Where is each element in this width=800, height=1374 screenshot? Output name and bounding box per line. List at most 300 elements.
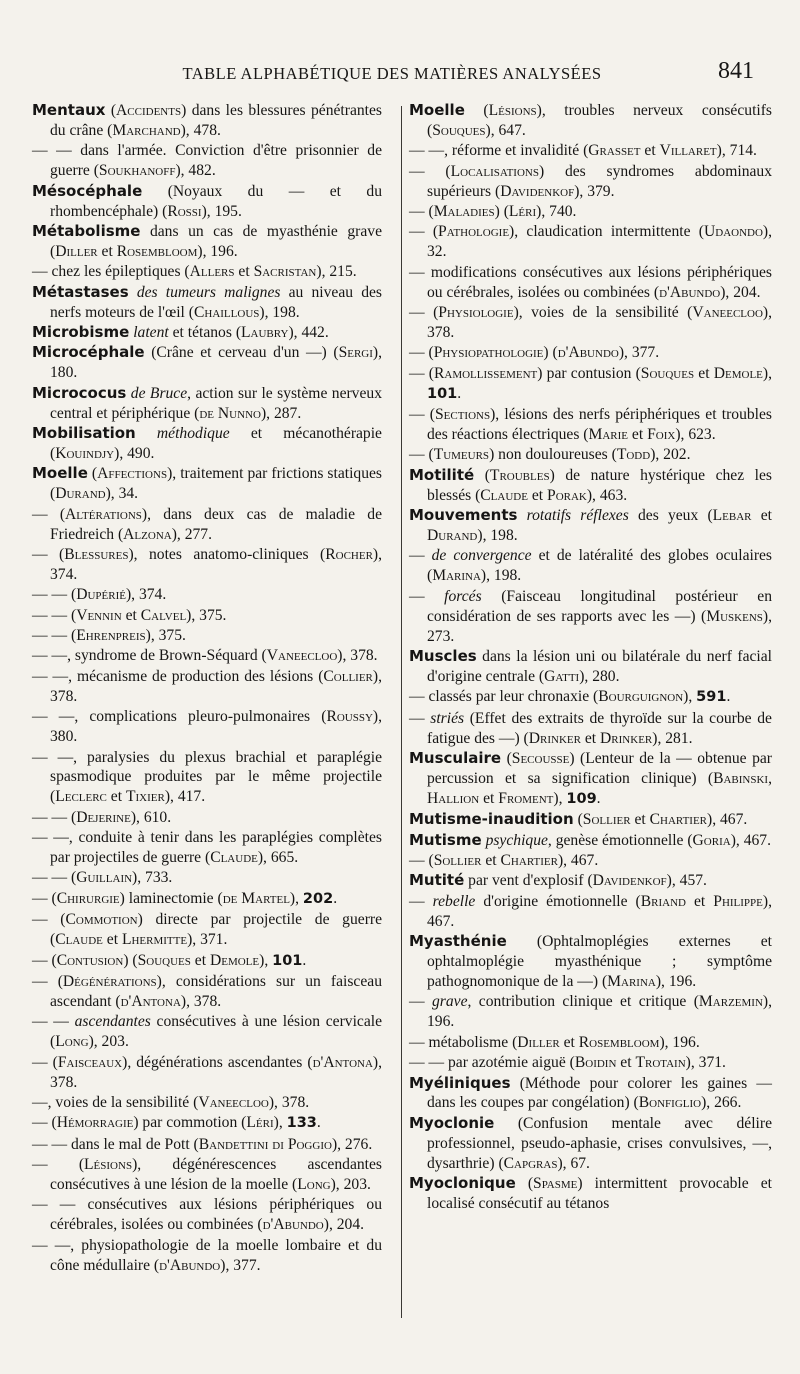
entry-text: ), 196. <box>197 242 238 260</box>
entry-headword: Myoclonique <box>409 1174 516 1193</box>
index-entry <box>32 626 382 646</box>
entry-text: ), 196. <box>427 993 772 1031</box>
entry-headword: Microcéphale <box>32 343 145 362</box>
index-entry <box>32 585 382 605</box>
entry-text: ), 32. <box>427 223 773 261</box>
index-entry <box>409 851 772 871</box>
author-or-subheading: Marchand <box>112 121 181 139</box>
author-or-subheading: Durand <box>55 485 106 503</box>
entry-text: — —, syndrome de Brown-Séquard ( <box>32 647 267 665</box>
entry-text: ), 457. <box>666 872 707 890</box>
author-or-subheading: Hallion <box>427 789 480 807</box>
bold-page-ref: 202 <box>302 890 334 907</box>
entry-text: ), 378. <box>50 667 382 705</box>
author-or-subheading: Lebar <box>712 507 752 525</box>
author-or-subheading: Spasme <box>533 1175 578 1193</box>
author-or-subheading: Altérations <box>65 505 142 523</box>
author-or-subheading: Chartier <box>649 811 708 829</box>
author-or-subheading: Marina <box>607 972 656 990</box>
entry-text: — — ( <box>32 627 77 645</box>
entry-text: et <box>616 1054 636 1072</box>
entry-text: et <box>190 951 210 969</box>
italic-text: psychique <box>485 831 548 849</box>
entry-text <box>136 425 157 442</box>
index-entry <box>409 810 772 830</box>
entry-text: — ( <box>32 1156 85 1174</box>
italic-text: de convergence <box>431 547 532 565</box>
index-entry <box>32 707 382 747</box>
entry-headword: Moelle <box>409 101 465 119</box>
entry-text: ), 281. <box>652 729 693 747</box>
author-or-subheading: Sacristan <box>253 263 317 281</box>
entry-text: — <box>409 547 432 565</box>
entry-text: — métabolisme ( <box>409 1033 518 1051</box>
author-or-subheading: Bonfiglio <box>638 1094 702 1112</box>
index-entry <box>409 202 772 222</box>
entry-text: ( <box>501 750 512 767</box>
entry-text: ( <box>474 466 490 484</box>
author-or-subheading: Collier <box>323 667 373 685</box>
index-entry <box>409 405 772 445</box>
author-or-subheading: Marie <box>588 426 629 443</box>
author-or-subheading: Ramollissement <box>433 364 538 382</box>
entry-text: ), 198. <box>480 567 522 585</box>
entry-text: ) de nature hystérique chez les blessés ( <box>427 466 772 504</box>
index-entry <box>409 892 772 932</box>
index-entry <box>32 1113 382 1134</box>
entry-headword: Mésocéphale <box>32 181 143 200</box>
entry-text: ), 647. <box>485 121 526 139</box>
entry-text: — <box>409 892 433 910</box>
author-or-subheading: Demole <box>209 951 260 969</box>
author-or-subheading: Lésions <box>488 102 537 119</box>
index-entry <box>409 162 772 202</box>
entry-text: ), 374. <box>125 586 167 604</box>
author-or-subheading: Accidents <box>116 102 182 119</box>
author-or-subheading: Sollier <box>582 811 631 829</box>
index-entry <box>32 667 382 707</box>
index-entry <box>409 101 772 141</box>
entry-text: — ( <box>409 344 434 362</box>
entry-text: ( <box>515 1175 534 1193</box>
entry-text: . <box>333 889 338 907</box>
author-or-subheading: Trotain <box>635 1054 686 1072</box>
entry-text: et <box>640 142 660 160</box>
running-title: TABLE ALPHABÉTIQUE DES MATIÈRES ANALYSÉES <box>182 64 602 83</box>
entry-text: — —, physiopathologie de la moelle lombaire et du cône médullaire ( <box>32 1236 382 1274</box>
entry-text: ), <box>683 688 697 706</box>
author-or-subheading: Maladies <box>433 203 495 221</box>
index-entry <box>32 1236 382 1276</box>
author-or-subheading: Rosembloom <box>578 1033 660 1051</box>
author-or-subheading: Laubry <box>241 323 289 341</box>
column-divider <box>401 106 402 1318</box>
entry-text: — ( <box>409 446 434 464</box>
index-entry <box>32 141 382 181</box>
author-or-subheading: Ehrenpreis <box>76 627 146 645</box>
author-or-subheading: Drinker <box>528 729 581 747</box>
entry-text: — —, réforme et invalidité ( <box>409 142 589 160</box>
entry-headword: Motilité <box>409 465 475 484</box>
index-entry <box>32 748 382 808</box>
author-or-subheading: Gatti <box>544 667 580 685</box>
index-entry <box>409 709 772 749</box>
entry-text: ), <box>289 889 303 907</box>
index-entry <box>32 343 382 383</box>
entry-text: ), 34. <box>105 485 139 503</box>
entry-headword: Métabolisme <box>32 221 141 240</box>
entry-text: ) directe par projectile de guerre ( <box>50 911 383 949</box>
author-or-subheading: Villaret <box>659 142 717 160</box>
entry-text: et de latéralité des globes oculaires ( <box>427 547 773 585</box>
entry-text: ), 280. <box>579 667 620 685</box>
author-or-subheading: Briand <box>640 892 686 910</box>
entry-text: ), 740. <box>536 203 577 221</box>
entry-text: ), 266. <box>701 1094 742 1112</box>
entry-text: (Effet des extraits de thyroïde sur la courbe de fatigue des —) ( <box>427 709 772 747</box>
author-or-subheading: Dégénérations <box>62 972 157 990</box>
entry-text: ), 378. <box>337 647 378 665</box>
entry-headword: Musculaire <box>409 749 502 767</box>
author-or-subheading: Blessures <box>64 545 129 563</box>
author-or-subheading: d'Antona <box>312 1053 373 1071</box>
entry-text: ), 377. <box>220 1256 261 1274</box>
entry-text: ), 380. <box>50 708 382 746</box>
entry-text: — ( <box>32 1114 57 1132</box>
entry-headword: Myéliniques <box>409 1073 511 1092</box>
author-or-subheading: Souques <box>137 951 191 969</box>
italic-text: rebelle <box>432 892 476 910</box>
author-or-subheading: Lhermitte <box>121 931 188 949</box>
entry-text: (Crâne et cerveau d'un —) ( <box>144 344 339 362</box>
entry-text: — ( <box>32 1053 58 1071</box>
italic-text: des tumeurs malignes <box>136 283 281 301</box>
index-entry <box>409 871 772 891</box>
italic-text: striés <box>430 709 465 727</box>
author-or-subheading: Vaneecloo <box>692 304 763 322</box>
entry-headword: Myoclonie <box>409 1113 495 1132</box>
author-or-subheading: Porak <box>547 486 587 504</box>
entry-text: et <box>481 852 501 870</box>
entry-text: — ( <box>32 545 65 563</box>
bold-page-ref: 133 <box>286 1115 317 1132</box>
author-or-subheading: Vaneecloo <box>198 1093 269 1111</box>
author-or-subheading: d'Abundo <box>262 1216 324 1234</box>
author-or-subheading: Davidenkof <box>592 872 667 890</box>
entry-text: ), 374. <box>50 545 382 583</box>
entry-text: ), traitement par frictions statiques ( <box>50 465 382 503</box>
entry-text: ), 287. <box>260 404 302 422</box>
entry-text: ) laminectomie ( <box>119 889 223 907</box>
entry-text: ), 277. <box>171 525 212 543</box>
entry-text: — — consécutives aux lésions périphériques ou cérébrales, isolées ou combinées ( <box>32 1196 382 1234</box>
entry-text: ( <box>105 102 117 119</box>
entry-text: ), 467. <box>730 831 771 849</box>
author-or-subheading: Davidenkof <box>500 182 575 200</box>
entry-text: ), 417. <box>164 788 206 806</box>
entry-text: et <box>106 788 126 806</box>
entry-text: ), 665. <box>257 849 299 867</box>
index-entry <box>409 222 772 262</box>
index-entry <box>409 303 772 343</box>
index-entry <box>32 283 382 323</box>
entry-text: ), 467. <box>707 811 748 829</box>
index-entry <box>409 1053 772 1073</box>
index-entry <box>409 466 772 506</box>
index-entry <box>32 606 382 626</box>
entry-text: — <box>409 993 432 1011</box>
author-or-subheading: Allers <box>189 263 235 281</box>
entry-text: — <box>409 709 431 727</box>
entry-text: et <box>628 426 648 443</box>
entry-text: — — par azotémie aiguë ( <box>409 1054 575 1072</box>
index-entry <box>409 506 772 546</box>
index-entry <box>409 445 772 465</box>
index-entry <box>409 263 772 303</box>
author-or-subheading: Rocher <box>325 545 373 563</box>
index-entry <box>409 932 772 992</box>
index-entry <box>32 972 382 1012</box>
index-entry <box>409 687 772 708</box>
entry-headword: Myasthénie <box>409 932 507 951</box>
entry-text: ), troubles nerveux consécutifs ( <box>427 102 772 139</box>
entry-text: — ( <box>409 852 434 870</box>
italic-text: ascendantes <box>74 1013 151 1031</box>
index-entry <box>32 868 382 888</box>
entry-text: ), 196. <box>659 1033 700 1051</box>
entry-text: ) non douloureuses ( <box>489 446 617 464</box>
author-or-subheading: Alzona <box>123 525 172 543</box>
index-entry <box>409 992 772 1032</box>
entry-text: ), dans deux cas de maladie de Friedreich ( <box>50 505 382 543</box>
author-or-subheading: Secousse <box>511 750 570 767</box>
index-entry <box>32 101 382 141</box>
index-entry <box>32 1195 382 1235</box>
author-or-subheading: Bandettini di Poggio <box>198 1135 332 1153</box>
author-or-subheading: Léri <box>246 1114 274 1132</box>
author-or-subheading: Chartier <box>500 852 558 870</box>
entry-text: et <box>97 242 117 260</box>
entry-text: ) par commotion ( <box>133 1114 247 1132</box>
author-or-subheading: d'Abundo <box>659 283 721 301</box>
entry-text: ), 733. <box>132 869 173 887</box>
right-column <box>409 101 772 1214</box>
author-or-subheading: Froment <box>498 789 554 807</box>
entry-text: ), 67. <box>557 1154 590 1172</box>
entry-text: ), <box>762 364 772 382</box>
entry-text: (Confusion mentale avec délire professionnel, pseudo-aphasie, crises convulsives, —, dysarthrie) ( <box>427 1114 772 1172</box>
author-or-subheading: Sections <box>434 406 491 424</box>
author-or-subheading: Durand <box>427 527 478 545</box>
entry-text: . <box>596 789 601 807</box>
entry-text: ) dans les blessures pénétrantes du crâne ( <box>50 102 382 139</box>
entry-text: ), <box>273 1114 287 1132</box>
index-entry <box>409 364 772 405</box>
index-entry <box>32 182 382 222</box>
entry-text: ), notes anatomo-cliniques ( <box>128 545 326 563</box>
italic-text: méthodique <box>156 425 230 442</box>
entry-text: ), 623. <box>675 426 716 443</box>
entry-text: ), voies de la sensibilité ( <box>513 304 693 322</box>
entry-text: ), 204. <box>323 1216 365 1234</box>
author-or-subheading: Dupérié <box>76 586 126 604</box>
entry-headword: Métastases <box>32 282 129 301</box>
entry-headword: Mutisme-inaudition <box>409 810 574 829</box>
author-or-subheading: Hémorragie <box>56 1114 134 1132</box>
entry-text: ), 378. <box>268 1093 310 1111</box>
entry-text: ), 378. <box>180 992 222 1010</box>
bold-page-ref: 591 <box>696 689 727 706</box>
author-or-subheading: Long <box>55 1033 89 1051</box>
page-number: 841 <box>718 58 754 84</box>
entry-text: ), 196. <box>655 972 697 990</box>
index-entry <box>32 222 382 262</box>
entry-text <box>129 284 137 301</box>
author-or-subheading: Marina <box>432 567 481 585</box>
index-entry <box>32 505 382 545</box>
entry-text: ), 467. <box>427 892 772 930</box>
index-entry <box>32 424 382 464</box>
entry-text: et <box>685 892 714 910</box>
index-entry <box>32 545 382 585</box>
entry-text: ), 378. <box>427 304 773 341</box>
author-or-subheading: Marzemin <box>698 993 763 1011</box>
entry-text: et mécanothérapie ( <box>50 425 382 462</box>
entry-text: d'origine émotionnelle ( <box>475 892 641 910</box>
entry-text: ), 714. <box>716 142 757 160</box>
entry-text: ), 215. <box>316 263 357 281</box>
italic-text: latent <box>133 323 169 341</box>
author-or-subheading: Commotion <box>65 911 138 929</box>
author-or-subheading: Claude <box>480 486 528 504</box>
italic-text: grave <box>432 993 468 1011</box>
author-or-subheading: Udaondo <box>703 223 763 241</box>
italic-text: rotatifs réflexes <box>526 507 629 525</box>
entry-text: — — ( <box>32 586 77 604</box>
author-or-subheading: Todd <box>616 446 651 464</box>
entry-text: . <box>316 1114 321 1132</box>
entry-text: ), 478. <box>180 121 221 139</box>
entry-headword: Mutisme <box>409 830 482 849</box>
entry-text: ) intermittent provocable et localisé consécutif au tétanos <box>427 1175 772 1212</box>
entry-text: — ( <box>32 951 57 969</box>
index-entry <box>409 1074 772 1114</box>
author-or-subheading: Léri <box>508 203 537 221</box>
author-or-subheading: Souques <box>432 121 486 139</box>
entry-text: ), <box>259 951 273 969</box>
bold-page-ref: 101 <box>427 385 458 402</box>
entry-text: — ( <box>32 889 57 907</box>
bold-page-ref: 101 <box>272 952 303 969</box>
author-or-subheading: Grasset <box>588 142 641 160</box>
index-entry <box>409 1114 772 1174</box>
entry-text: ), 375. <box>186 606 227 624</box>
entry-text: dans un cas de myasthénie grave ( <box>50 222 382 260</box>
author-or-subheading: Affections <box>97 465 168 483</box>
entry-text: — ( <box>409 162 451 180</box>
index-entry <box>32 1155 382 1195</box>
index-entry <box>32 384 382 424</box>
entry-headword: Mouvements <box>409 506 518 525</box>
entry-text: ), 467. <box>557 852 599 870</box>
entry-text: ) par contusion ( <box>537 364 641 382</box>
entry-text: ), 378. <box>50 1053 382 1091</box>
entry-text <box>517 507 526 524</box>
entry-text: et tétanos ( <box>168 323 242 341</box>
entry-text: — ( <box>32 972 63 990</box>
author-or-subheading: Leclerc <box>55 788 107 806</box>
author-or-subheading: Lésions <box>84 1156 133 1174</box>
entry-text: — — ( <box>32 869 77 887</box>
entry-text: — ( <box>409 364 434 382</box>
entry-text: ) (Lenteur de la — obtenue par percussion et sa signification clinique) ( <box>427 750 772 787</box>
author-or-subheading: Muskens <box>706 607 763 625</box>
entry-text: ), 203. <box>330 1176 371 1194</box>
entry-text: ), 610. <box>130 808 172 826</box>
author-or-subheading: Localisations <box>450 162 539 180</box>
entry-text: dans la lésion uni ou bilatérale du nerf facial d'origine centrale ( <box>427 647 772 685</box>
entry-text: ), 204. <box>720 283 761 301</box>
author-or-subheading: Chirurgie <box>56 889 120 907</box>
author-or-subheading: Babinski <box>713 769 769 787</box>
entry-text: — ( <box>409 223 439 241</box>
author-or-subheading: Physiologie <box>438 304 514 322</box>
author-or-subheading: Pathologie <box>438 223 510 241</box>
author-or-subheading: Souques <box>640 364 695 382</box>
entry-text: — modifications consécutives aux lésions périphériques ou cérébrales, isolées ou combinées ( <box>409 263 772 301</box>
index-entry <box>409 343 772 363</box>
author-or-subheading: Kouindjy <box>55 444 115 462</box>
left-column <box>32 101 382 1276</box>
entry-text: ), 442. <box>288 323 329 341</box>
author-or-subheading: d'Abundo <box>557 344 619 362</box>
author-or-subheading: Faisceaux <box>57 1053 123 1071</box>
entry-text: et <box>121 606 141 624</box>
author-or-subheading: Claude <box>55 931 103 949</box>
entry-headword: Microbisme <box>32 322 130 341</box>
author-or-subheading: Roussy <box>326 708 373 726</box>
author-or-subheading: Drinker <box>600 729 653 747</box>
entry-text: ), claudication intermittente ( <box>509 223 704 241</box>
entry-text: ), 180. <box>50 344 382 382</box>
entry-text: ), 371. <box>685 1054 726 1072</box>
entry-text: ), 377. <box>618 344 660 362</box>
author-or-subheading: Sergi <box>338 344 373 362</box>
author-or-subheading: Vennin <box>76 606 122 624</box>
entry-text: ), 490. <box>114 444 155 462</box>
entry-text: — chez les épileptiques ( <box>32 263 190 281</box>
author-or-subheading: de Martel <box>222 889 290 907</box>
entry-text: et <box>751 507 772 525</box>
entry-text: ) des syndromes abdominaux supérieurs ( <box>427 162 773 200</box>
entry-text: ), 198. <box>259 303 300 321</box>
author-or-subheading: Rossi <box>167 202 202 220</box>
index-entry <box>32 262 382 282</box>
author-or-subheading: Sollier <box>433 852 482 870</box>
author-or-subheading: Troubles <box>489 466 550 484</box>
entry-text: — ( <box>409 304 439 322</box>
entry-text: , contribution clinique et critique ( <box>467 993 699 1011</box>
index-entry <box>32 323 382 343</box>
index-entry <box>32 808 382 828</box>
index-entry <box>32 951 382 972</box>
bold-page-ref: 109 <box>566 790 597 807</box>
entry-text: ), 482. <box>175 162 216 180</box>
entry-text: — classés par leur chronaxie ( <box>409 688 599 706</box>
author-or-subheading: Contusion <box>56 951 124 969</box>
entry-text: ) ( <box>494 203 509 221</box>
entry-text: (Méthode pour colorer les gaines — dans les coupes par congélation) ( <box>427 1074 772 1112</box>
